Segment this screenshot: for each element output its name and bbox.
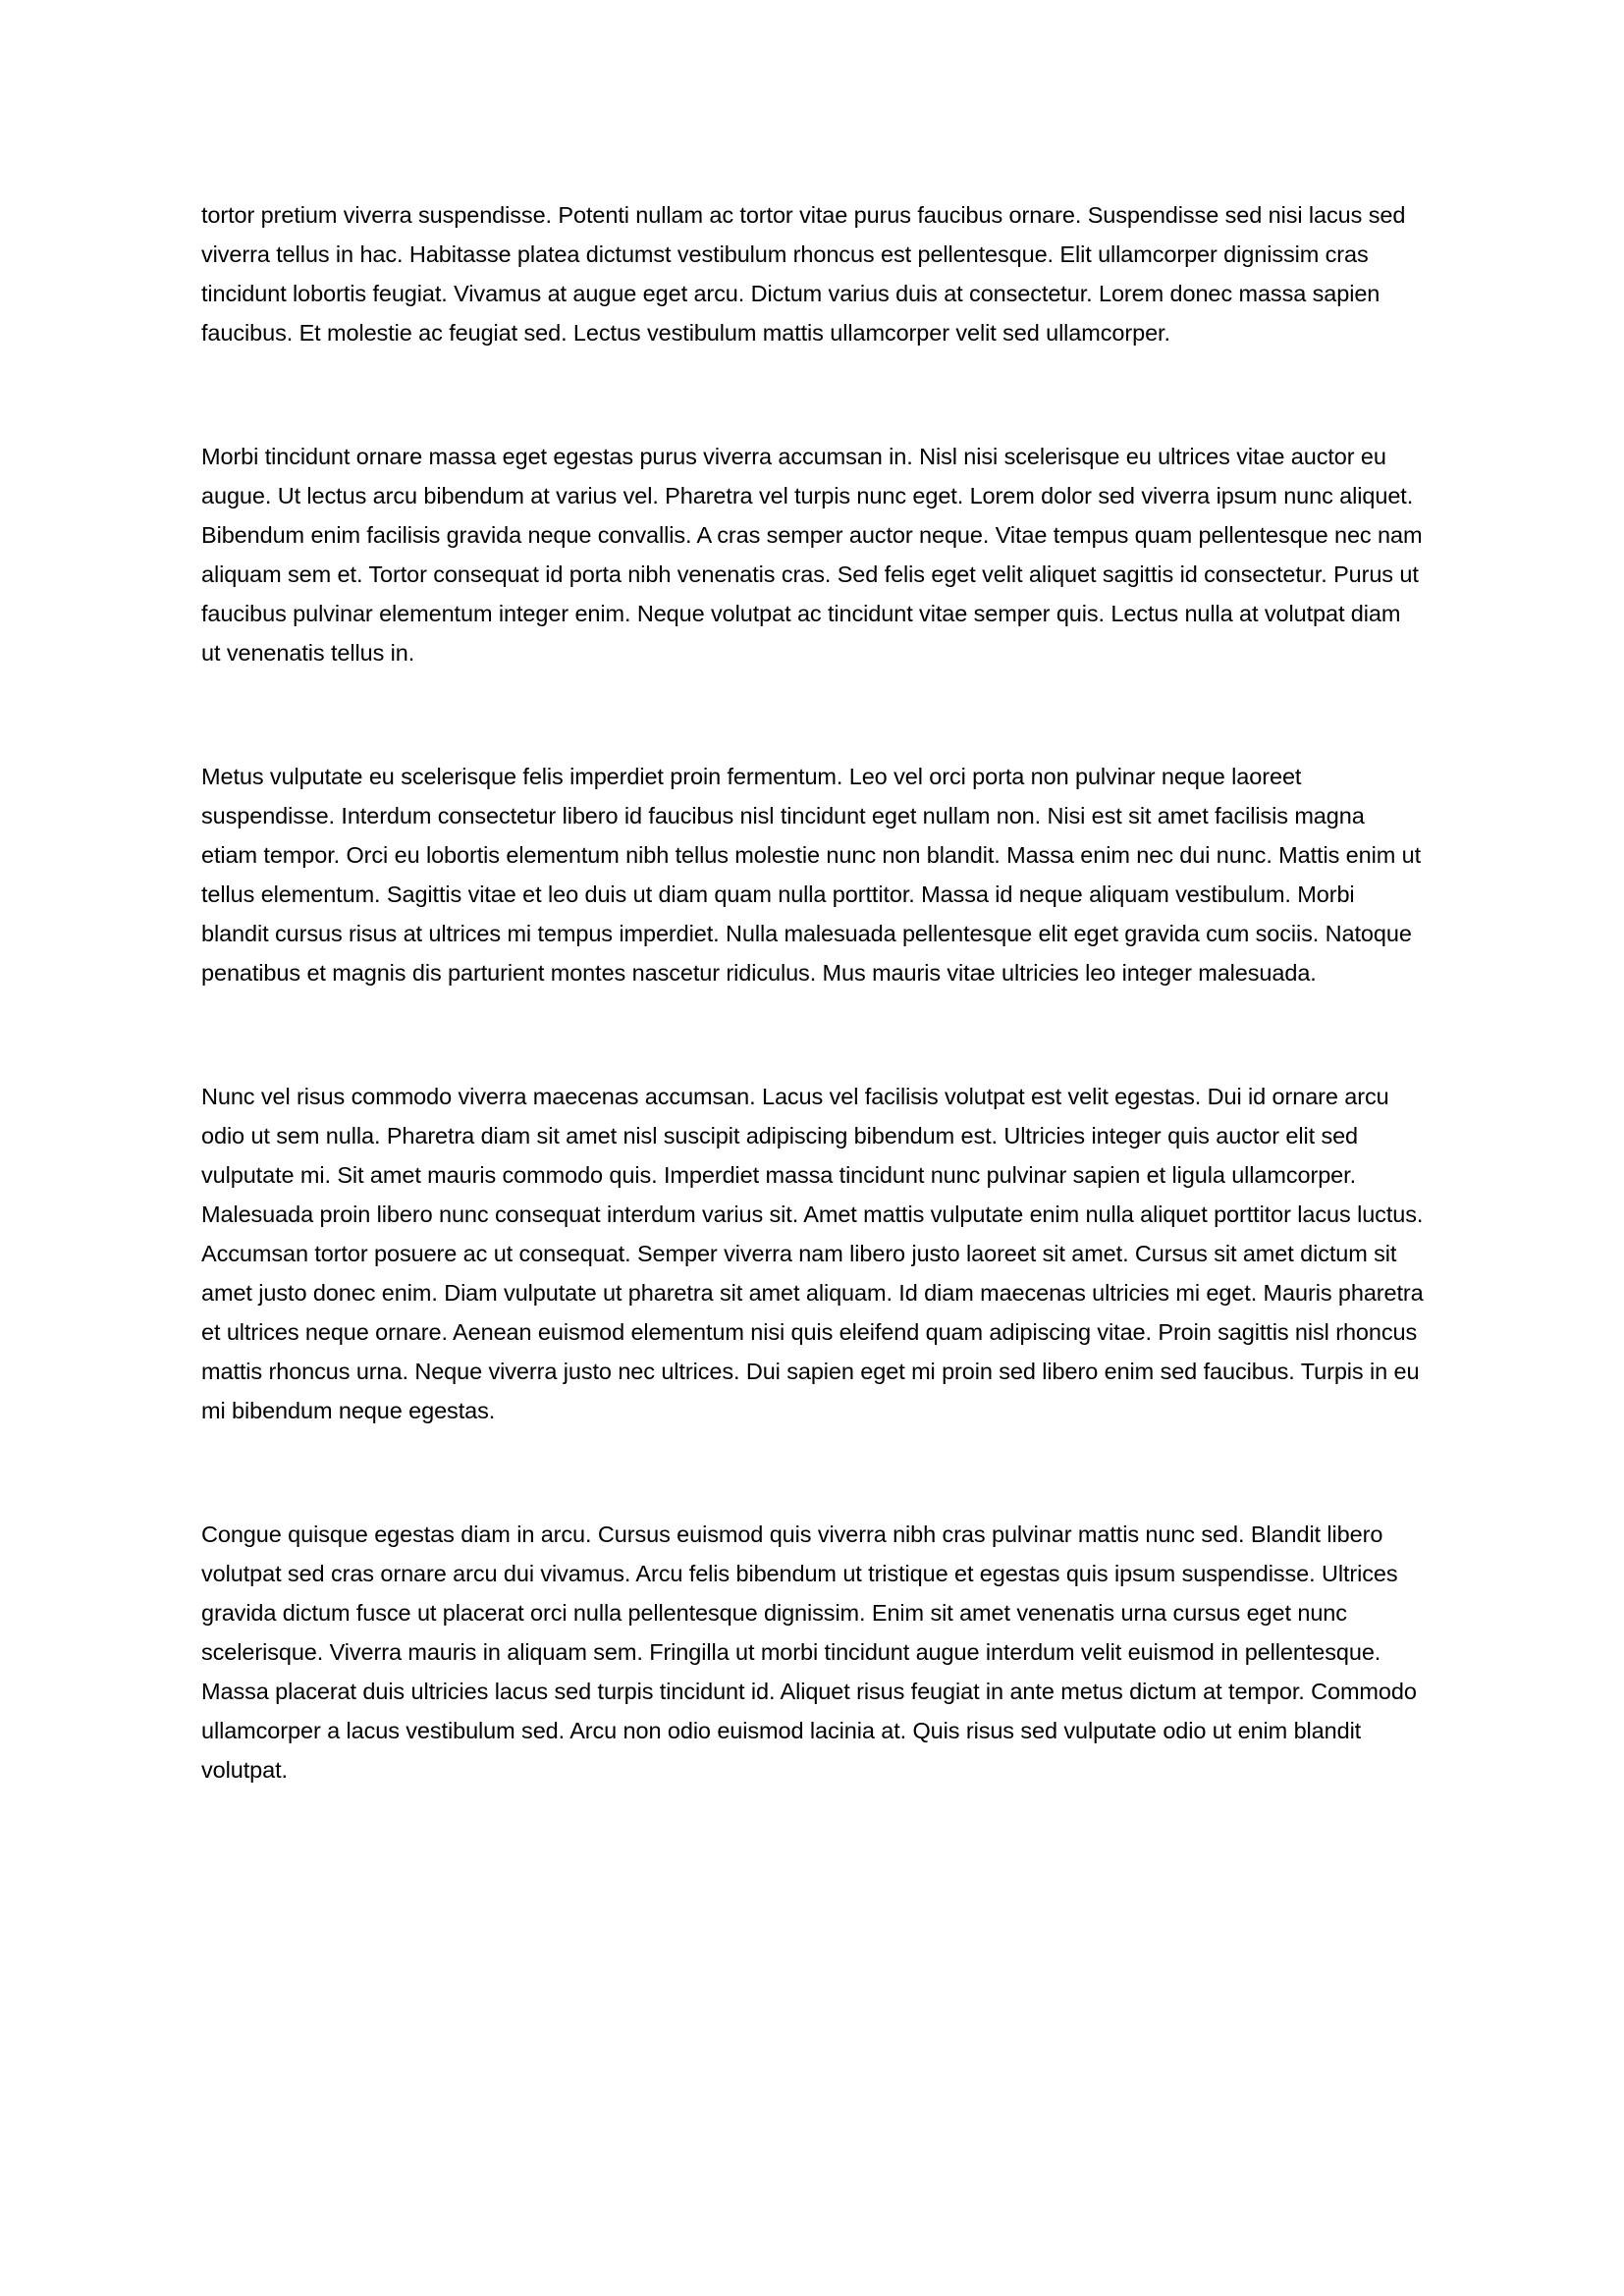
- paragraph: Congue quisque egestas diam in arcu. Cursus euismod quis viverra nibh cras pulvinar mattis nunc sed. Blandit libero volutpat sed cras ornare arcu dui vivamus. Arcu felis bibendum ut tristique et egestas quis ipsum suspendisse. Ultrices gravida dictum fusce ut placerat orci nulla pellentesque dignissim. Enim sit amet venenatis urna cursus eget nunc scelerisque. Viverra mauris in aliquam sem. Fringilla ut morbi tincidunt augue interdum velit euismod in pellentesque. Massa placerat duis ultricies lacus sed turpis tincidunt id. Aliquet risus feugiat in ante metus dictum at tempor. Commodo ullamcorper a lacus vestibulum sed. Arcu non odio euismod lacinia at. Quis risus sed vulputate odio ut enim blandit volutpat.: [201, 1522, 1417, 1783]
- paragraph: Morbi tincidunt ornare massa eget egestas purus viverra accumsan in. Nisl nisi scelerisque eu ultrices vitae auctor eu augue. Ut lectus arcu bibendum at varius vel. Pharetra vel turpis nunc eget. Lorem dolor sed viverra ipsum nunc aliquet. Bibendum enim facilisis gravida neque convallis. A cras semper auctor neque. Vitae tempus quam pellentesque nec nam aliquam sem et. Tortor consequat id porta nibh venenatis cras. Sed felis eget velit aliquet sagittis id consectetur. Purus ut faucibus pulvinar elementum integer enim. Neque volutpat ac tincidunt vitae semper quis. Lectus nulla at volutpat diam ut venenatis tellus in.: [201, 444, 1423, 666]
- document-text-body: [201, 195, 1424, 1789]
- paragraph: Metus vulputate eu scelerisque felis imperdiet proin fermentum. Leo vel orci porta non pulvinar neque laoreet suspendisse. Interdum consectetur libero id faucibus nisl tincidunt eget nullam non. Nisi est sit amet facilisis magna etiam tempor. Orci eu lobortis elementum nibh tellus molestie nunc non blandit. Massa enim nec dui nunc. Mattis enim ut tellus elementum. Sagittis vitae et leo duis ut diam quam nulla porttitor. Massa id neque aliquam vestibulum. Morbi blandit cursus risus at ultrices mi tempus imperdiet. Nulla malesuada pellentesque elit eget gravida cum sociis. Natoque penatibus et magnis dis parturient montes nascetur ridiculus. Mus mauris vitae ultricies leo integer malesuada.: [201, 764, 1422, 986]
- paragraph: Nunc vel risus commodo viverra maecenas accumsan. Lacus vel facilisis volutpat est velit egestas. Dui id ornare arcu odio ut sem nulla. Pharetra diam sit amet nisl suscipit adipiscing bibendum est. Ultricies integer quis auctor elit sed vulputate mi. Sit amet mauris commodo quis. Imperdiet massa tincidunt nunc pulvinar sapien et ligula ullamcorper. Malesuada proin libero nunc consequat interdum varius sit. Amet mattis vulputate enim nulla aliquet porttitor lacus luctus. Accumsan tortor posuere ac ut consequat. Semper viverra nam libero justo laoreet sit amet. Cursus sit amet dictum sit amet justo donec enim. Diam vulputate ut pharetra sit amet aliquam. Id diam maecenas ultricies mi eget. Mauris pharetra et ultrices neque ornare. Aenean euismod elementum nisi quis eleifend quam adipiscing vitae. Proin sagittis nisl rhoncus mattis rhoncus urna. Neque viverra justo nec ultrices. Dui sapien eget mi proin sed libero enim sed faucibus. Turpis in eu mi bibendum neque egestas.: [201, 1084, 1424, 1423]
- paragraph: tortor pretium viverra suspendisse. Potenti nullam ac tortor vitae purus faucibus ornare. Suspendisse sed nisi lacus sed viverra tellus in hac. Habitasse platea dictumst vestibulum rhoncus est pellentesque. Elit ullamcorper dignissim cras tincidunt lobortis feugiat. Vivamus at augue eget arcu. Dictum varius duis at consectetur. Lorem donec massa sapien faucibus. Et molestie ac feugiat sed. Lectus vestibulum mattis ullamcorper velit sed ullamcorper.: [201, 202, 1406, 346]
